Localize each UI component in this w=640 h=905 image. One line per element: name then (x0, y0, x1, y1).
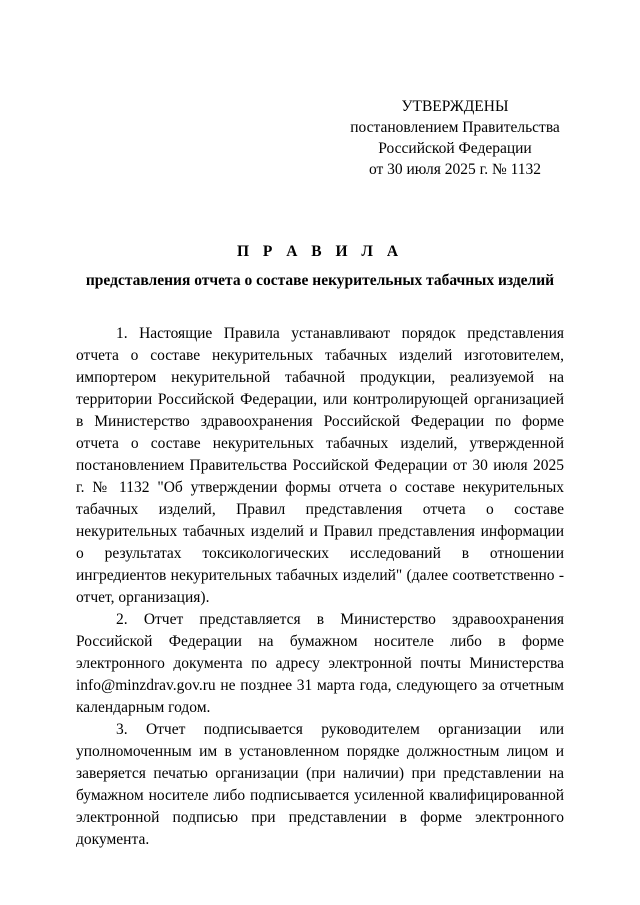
document-subtitle: представления отчета о составе некурительных табачных изделий (85, 272, 555, 289)
approval-block (340, 96, 570, 180)
approval-line-3: от 30 июля 2025 г. № 1132 (368, 161, 542, 178)
approval-line-1: постановлением Правительства (350, 119, 560, 136)
document-body (76, 323, 564, 851)
document-title: П Р А В И Л А (236, 243, 404, 260)
approval-line-2: Российской Федерации (378, 140, 532, 157)
paragraph-3: 3. Отчет подписывается руководителем организации или уполномоченным им в установленном порядке должностным лицом и заверяется печатью организации (при наличии) при представлении на бумажном носителе либо подписывается усиленной квалифицированной электронной подписью при представлении в форме электронного документа. (76, 721, 564, 848)
paragraph-1: 1. Настоящие Правила устанавливают порядок представления отчета о составе некурительных табачных изделий изготовителем, импортером некурительной табачной продукции, реализуемой на территории Российской Федерации, или контролирующей организацией в Министерство здравоохранения Российской Федерации по форме отчета о составе некурительных табачных изделий, утвержденной постановлением Правительства Российской Федерации от 30 июля 2025 г. № 1132 "Об утверждении формы отчета о составе некурительных табачных изделий, Правил представления отчета о составе некурительных табачных изделий и Правил представления информации о результатах токсикологических исследований в отношении ингредиентов некурительных табачных изделий" (далее соответственно - отчет, организация). (76, 325, 564, 606)
paragraph-2: 2. Отчет представляется в Министерство здравоохранения Российской Федерации на бумажном носителе либо в форме электронного документа по адресу электронной почты Министерства info@minzdrav.gov.ru не позднее 31 марта года, следующего за отчетным календарным годом. (76, 611, 564, 716)
approval-heading: УТВЕРЖДЕНЫ (401, 98, 509, 115)
